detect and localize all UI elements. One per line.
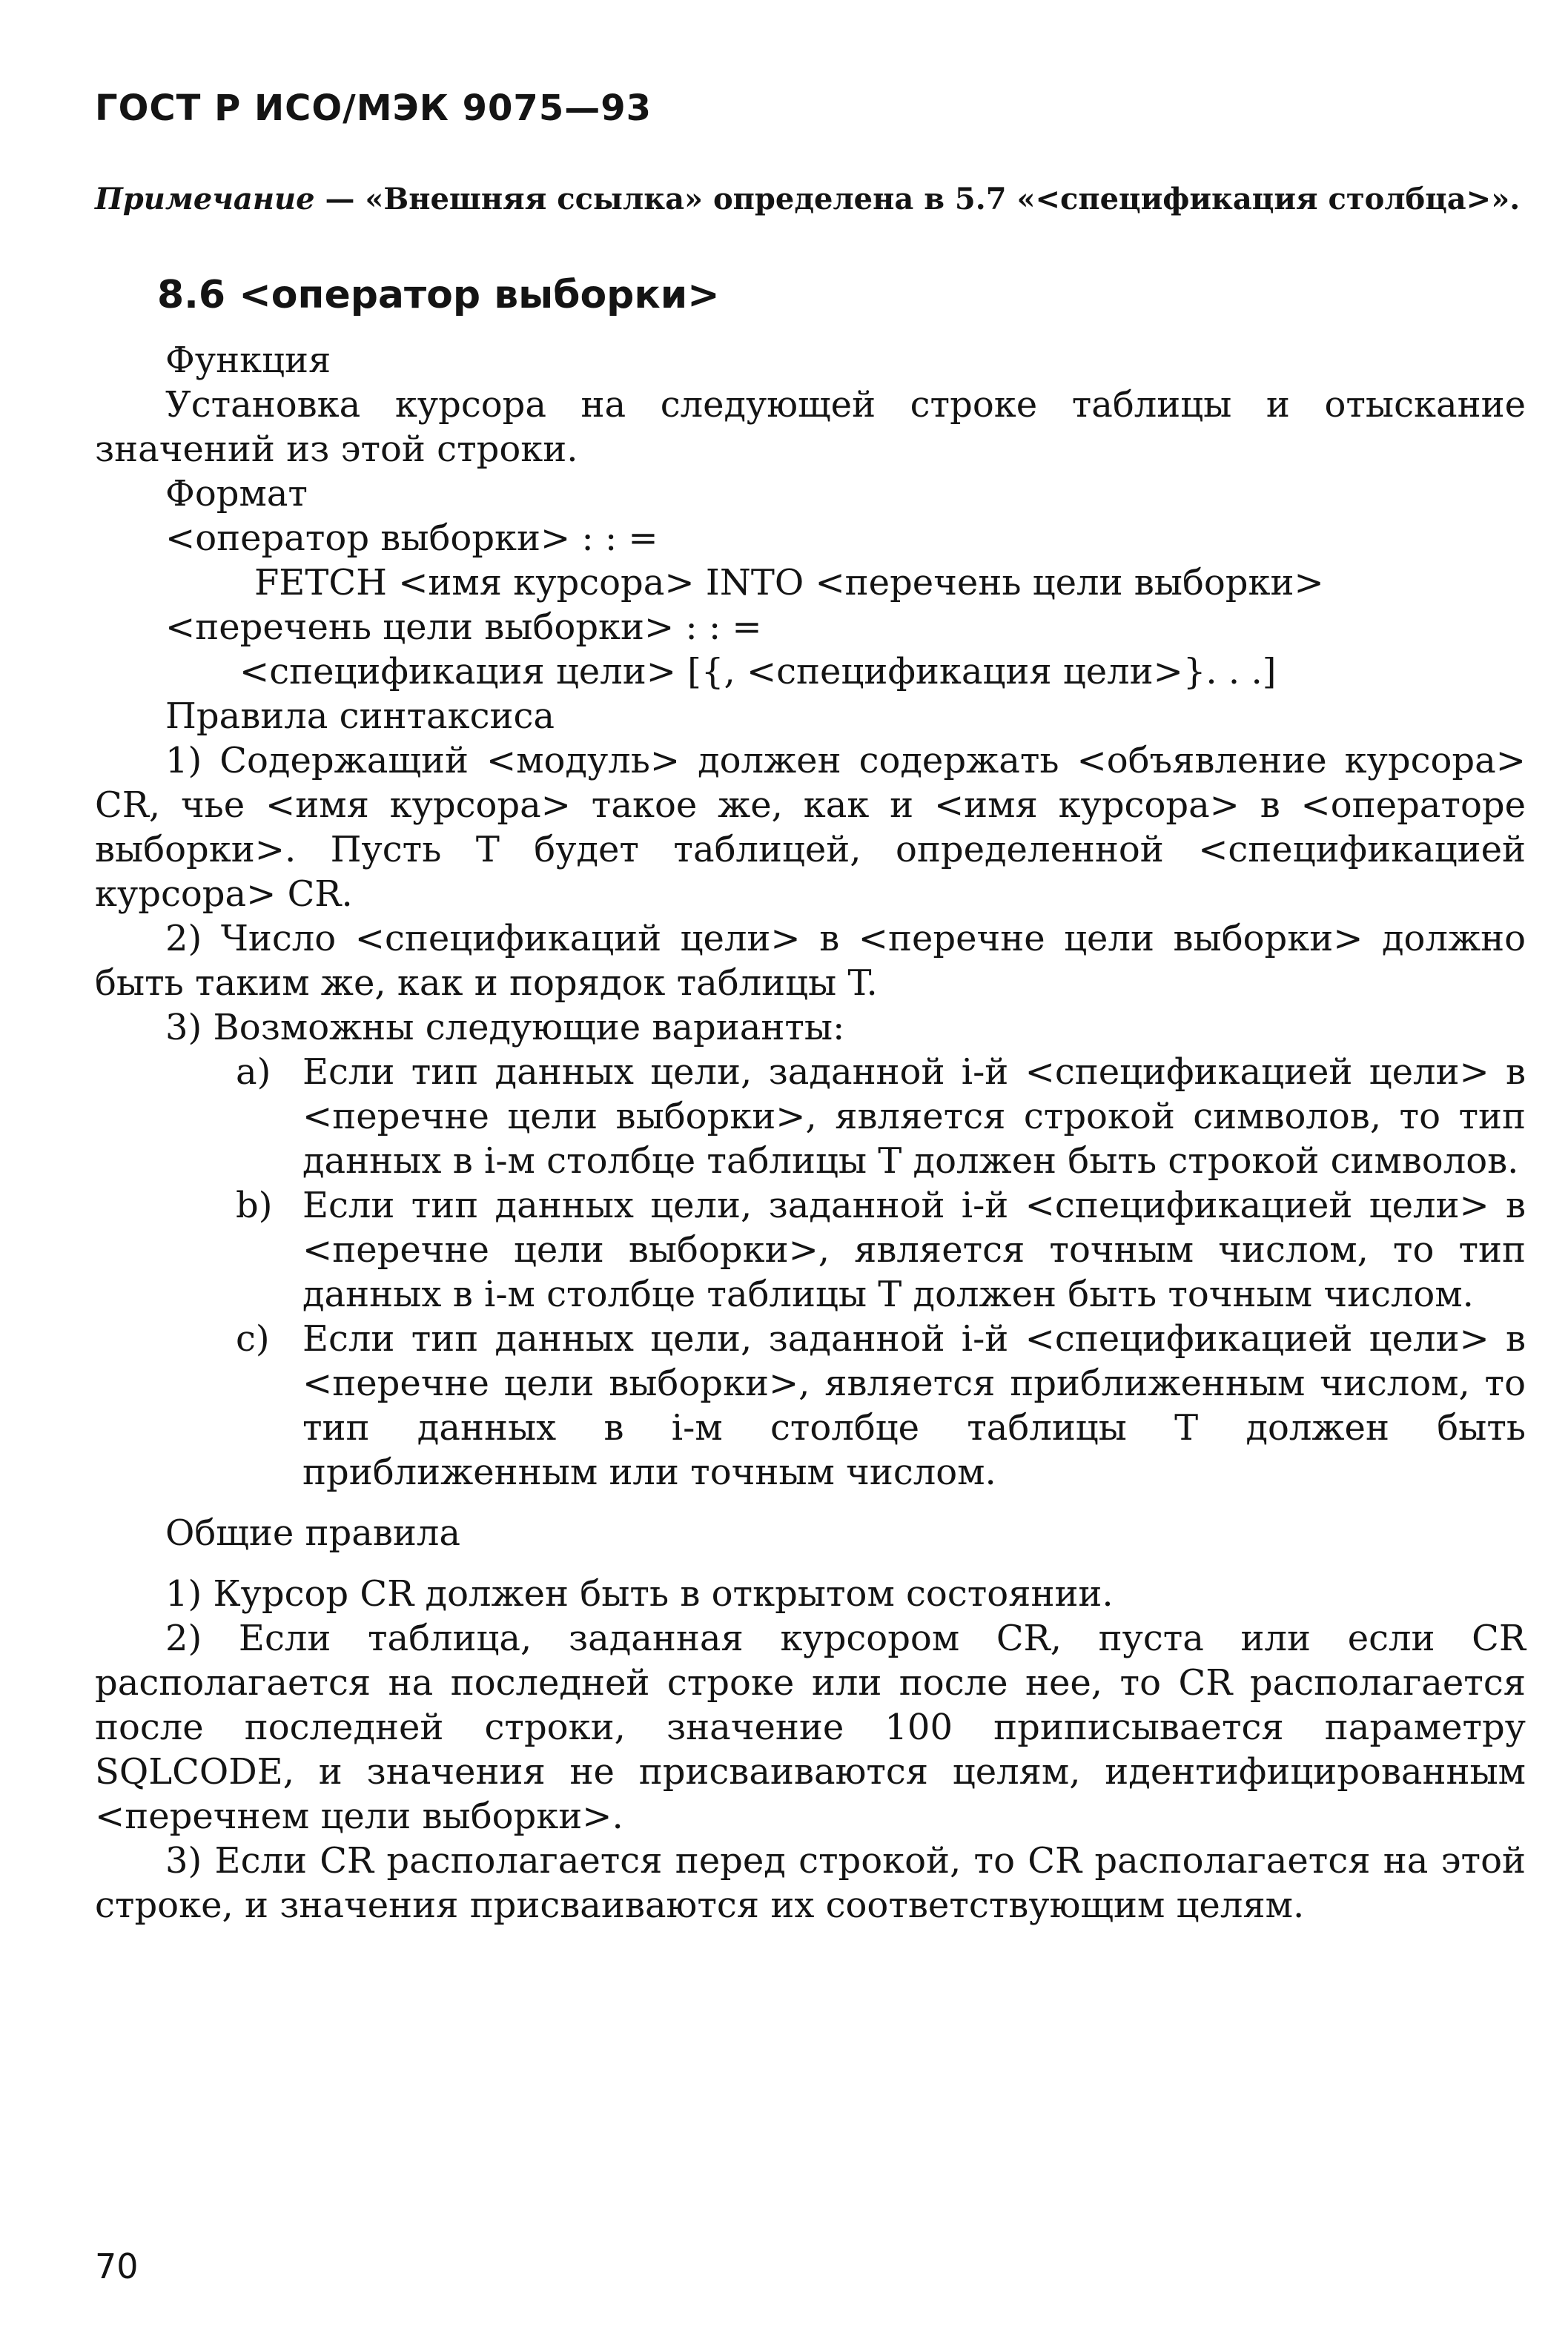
general-rule: 2) Если таблица, заданная курсором CR, пуста или если CR располагается на последней строке или после нее, то CR располагается после последней строки, значение 100 приписывается параметру SQLCODE, и значения не присваиваются целям, идентифицированным <перечнем цели выборки>. [95,1618,1526,1837]
syntax-subitem [236,1317,1526,1495]
note-label: Примечание [95,182,315,216]
subitem-label: a) [236,1051,271,1093]
section-title: 8.6 <оператор выборки> [157,273,720,317]
syntax-subitem [236,1050,1526,1183]
syntax-rule: 2) Число <спецификаций цели> в <перечне цели выборки> должно быть таким же, как и порядок таблицы T. [95,918,1526,1004]
subitem-text: Если тип данных цели, заданной i-й <спецификацией цели> в <перечне цели выборки>, является строкой символов, то тип данных в i-м столбце таблицы T должен быть строкой символов. [302,1051,1526,1182]
syntax-rule: 3) Возможны следующие варианты: [165,1007,845,1048]
general-rule: 1) Курсор CR должен быть в открытом состоянии. [165,1573,1114,1615]
general-heading: Общие правила [165,1512,460,1554]
function-heading: Функция [165,340,331,381]
format-line: FETCH <имя курсора> INTO <перечень цели выборки> [254,562,1324,603]
syntax-rule: 1) Содержащий <модуль> должен содержать <объявление курсора> CR, чье <имя курсора> такое же, как и <имя курсора> в <операторе выборки>. Пусть T будет таблицей, определенной <спецификацией курсора> CR. [95,740,1526,915]
syntax-heading: Правила синтаксиса [165,695,555,737]
format-heading: Формат [165,473,308,515]
note [95,178,1526,221]
subitem-label: c) [236,1318,270,1360]
subitem-text: Если тип данных цели, заданной i-й <спецификацией цели> в <перечне цели выборки>, является приближенным числом, то тип данных в i-м столбце таблицы T должен быть приближенным или точным числом. [302,1318,1526,1493]
general-rule: 3) Если CR располагается перед строкой, то CR располагается на этой строке, и значения присваиваются их соответствующим целям. [95,1840,1526,1926]
spacer [95,1555,1526,1572]
note-text: — «Внешняя ссылка» определена в 5.7 «<спецификация столбца>». [314,182,1521,216]
running-header: ГОСТ Р ИСО/МЭК 9075—93 [95,87,652,129]
page-number: 70 [95,2246,139,2286]
format-line: <перечень цели выборки> : : = [165,606,762,648]
spacer [95,1495,1526,1511]
subitem-label: b) [236,1185,273,1226]
format-line: <оператор выборки> : : = [165,517,658,559]
format-line: <спецификация цели> [{, <спецификация цели>}. . .] [239,651,1277,692]
syntax-subitem [236,1183,1526,1317]
section-body [95,338,1526,1928]
subitem-text: Если тип данных цели, заданной i-й <спецификацией цели> в <перечне цели выборки>, является точным числом, то тип данных в i-м столбце таблицы T должен быть точным числом. [302,1185,1526,1315]
function-text: Установка курсора на следующей строке таблицы и отыскание значений из этой строки. [95,384,1526,470]
